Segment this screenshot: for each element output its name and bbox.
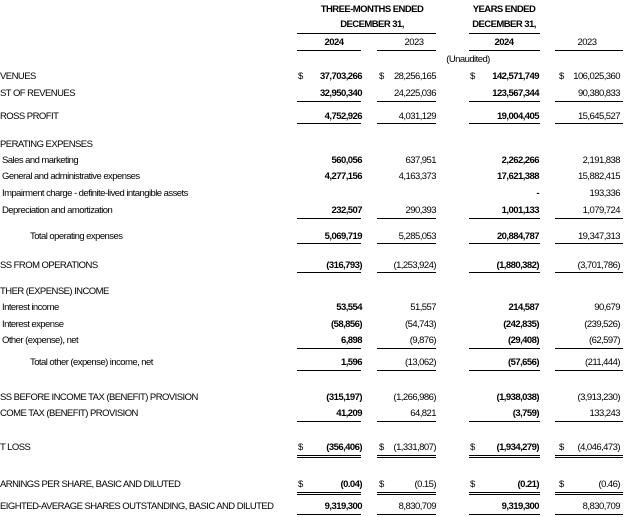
cell-revenues-q2023: 28,256,165 (393, 71, 436, 82)
row-label-loss-before-tax: SS BEFORE INCOME TAX (BENEFIT) PROVISION (0, 392, 198, 403)
rule (555, 101, 623, 102)
rule (555, 494, 623, 495)
rule (469, 348, 540, 349)
cell-gross-q2023: 4,031,129 (398, 111, 436, 122)
row-label-total-other: Total other (expense) income, net (30, 357, 153, 368)
row-label-interest-expense: Interest expense (2, 319, 64, 330)
rule (377, 348, 436, 349)
cell-tot-other-q2023: (13,062) (405, 357, 436, 368)
rule (297, 218, 361, 219)
dollar-sign: $ (379, 479, 384, 490)
cell-sales-q2024: 560,056 (331, 155, 362, 166)
rule (297, 123, 361, 124)
cell-sales-y2024: 2,262,266 (501, 155, 539, 166)
cell-tax-y2024: (3,759) (512, 408, 539, 419)
cell-tot-other-q2024: 1,596 (340, 357, 362, 368)
cell-cost-y2023: 90,380,833 (577, 88, 620, 99)
cell-tot-other-y2023: (211,444) (584, 357, 620, 368)
cell-ii-q2024: 53,554 (336, 302, 362, 313)
cell-eps-y2023: (0.46) (598, 479, 620, 490)
rule (555, 514, 623, 515)
row-label-eps: ARNINGS PER SHARE, BASIC AND DILUTED (0, 479, 181, 490)
rule (297, 455, 361, 456)
rule (297, 272, 361, 273)
cell-impair-y2023: 193,336 (589, 188, 620, 199)
rule (469, 514, 540, 515)
row-label-depreciation: Depreciation and amortization (2, 205, 113, 216)
row-label-weighted-shares: EIGHTED-AVERAGE SHARES OUTSTANDING, BASIC AND DILUTED (0, 501, 274, 512)
rule (469, 421, 540, 422)
rule (297, 514, 361, 515)
cell-ie-y2024: (242,835) (503, 319, 539, 330)
rule (555, 272, 623, 273)
cell-revenues-q2024: 37,703,266 (319, 71, 362, 82)
cell-oe-y2024: (29,408) (508, 335, 539, 346)
rule (555, 243, 623, 244)
cell-gross-q2024: 4,752,926 (324, 111, 362, 122)
cell-nl-y2023: (4,046,473) (577, 442, 620, 453)
rule (555, 123, 623, 124)
rule (377, 494, 436, 495)
rule (297, 101, 361, 102)
cell-shares-q2024: 9,319,300 (324, 501, 362, 512)
dollar-sign: $ (379, 71, 384, 82)
rule (377, 421, 436, 422)
row-label-income-tax: COME TAX (BENEFIT) PROVISION (0, 408, 138, 419)
row-label-total-operating-expenses: Total operating expenses (30, 231, 123, 242)
cell-sales-q2023: 637,951 (405, 155, 436, 166)
rule (469, 455, 540, 456)
header-three-months-line2: DECEMBER 31, (340, 19, 404, 30)
dollar-sign: $ (559, 442, 564, 453)
cell-ii-y2024: 214,587 (508, 302, 539, 313)
cell-oe-q2023: (9,876) (409, 335, 436, 346)
rule (469, 494, 540, 495)
rule (555, 348, 623, 349)
cell-gross-y2023: 15,645,527 (577, 111, 620, 122)
cell-eps-q2023: (0.15) (414, 479, 436, 490)
cell-nl-y2024: (1,934,279) (496, 442, 539, 453)
unaudited-note: (Unaudited) (446, 54, 490, 65)
cell-cost-q2023: 24,225,036 (393, 88, 436, 99)
cell-tax-q2024: 41,209 (336, 408, 362, 419)
section-heading-other-income: THER (EXPENSE) INCOME (0, 286, 109, 297)
row-label-net-loss: T LOSS (0, 442, 31, 453)
cell-lbt-q2023: (1,266,986) (393, 392, 436, 403)
rule (377, 272, 436, 273)
rule (469, 457, 540, 458)
rule (555, 421, 623, 422)
cell-lbt-y2023: (3,913,230) (577, 392, 620, 403)
rule (377, 101, 436, 102)
row-label-loss-from-operations: SS FROM OPERATIONS (0, 260, 98, 271)
row-label-revenues: VENUES (0, 71, 36, 82)
cell-totop-q2023: 5,285,053 (398, 231, 436, 242)
cell-lfo-y2024: (1,880,382) (496, 260, 539, 271)
cell-ii-q2023: 51,557 (410, 302, 436, 313)
cell-oe-y2023: (62,597) (589, 335, 620, 346)
dollar-sign: $ (298, 71, 303, 82)
year-rule-1 (297, 50, 361, 51)
rule (297, 494, 361, 495)
dollar-sign: $ (559, 71, 564, 82)
cell-shares-q2023: 8,830,709 (398, 501, 436, 512)
header-three-months-line1: THREE-MONTHS ENDED (320, 4, 424, 15)
rule (377, 218, 436, 219)
cell-dep-y2024: 1,001,133 (501, 205, 539, 216)
cell-eps-y2024: (0.21) (517, 479, 539, 490)
header-years-line1: YEARS ENDED (472, 4, 536, 15)
cell-lfo-q2024: (316,793) (326, 260, 362, 271)
cell-shares-y2024: 9,319,300 (501, 501, 539, 512)
cell-ga-y2023: 15,882,415 (577, 171, 620, 182)
year-col-3: 2024 (494, 37, 514, 48)
cell-nl-q2023: (1,331,807) (393, 442, 436, 453)
rule (377, 370, 436, 371)
rule (555, 457, 623, 458)
cell-cost-y2024: 123,567,344 (492, 88, 539, 99)
year-rule-3 (469, 50, 540, 51)
rule (469, 123, 540, 124)
dollar-sign: $ (470, 442, 475, 453)
cell-shares-y2023: 8,830,709 (582, 501, 620, 512)
rule (297, 421, 361, 422)
cell-lbt-y2024: (1,938,038) (496, 392, 539, 403)
cell-tot-other-y2024: (57,656) (508, 357, 539, 368)
header-years-line2: DECEMBER 31, (472, 19, 536, 30)
cell-impair-y2024: - (536, 188, 539, 199)
rule (297, 370, 361, 371)
header-years-rule (469, 33, 540, 34)
year-col-2: 2023 (404, 37, 424, 48)
rule (377, 514, 436, 515)
rule (297, 492, 361, 493)
cell-totop-y2024: 20,884,787 (496, 231, 539, 242)
cell-ii-y2023: 90,679 (594, 302, 620, 313)
cell-lfo-q2023: (1,253,924) (393, 260, 436, 271)
cell-dep-q2023: 290,393 (405, 205, 436, 216)
cell-totop-y2023: 19,347,313 (577, 231, 620, 242)
rule (377, 123, 436, 124)
rule (555, 455, 623, 456)
rule (469, 272, 540, 273)
cell-ie-q2024: (58,856) (331, 319, 362, 330)
cell-revenues-y2024: 142,571,749 (492, 71, 539, 82)
cell-dep-q2024: 232,507 (331, 205, 362, 216)
cell-ga-q2024: 4,277,156 (324, 171, 362, 182)
cell-ga-y2024: 17,621,388 (496, 171, 539, 182)
dollar-sign: $ (559, 479, 564, 490)
row-label-sales-marketing: Sales and marketing (2, 155, 79, 166)
rule (469, 492, 540, 493)
cell-gross-y2024: 19,004,405 (496, 111, 539, 122)
cell-revenues-y2023: 106,025,360 (573, 71, 620, 82)
rule (555, 370, 623, 371)
year-rule-2 (377, 50, 436, 51)
dollar-sign: $ (470, 71, 475, 82)
year-col-1: 2024 (324, 37, 344, 48)
cell-oe-q2024: 6,898 (340, 335, 362, 346)
cell-dep-y2023: 1,079,724 (582, 205, 620, 216)
cell-lbt-q2024: (315,197) (326, 392, 362, 403)
rule (469, 370, 540, 371)
cell-lfo-y2023: (3,701,786) (577, 260, 620, 271)
rule (555, 218, 623, 219)
rule (297, 457, 361, 458)
cell-totop-q2024: 5,069,719 (324, 231, 362, 242)
dollar-sign: $ (379, 442, 384, 453)
row-label-other-expense-net: Other (expense), net (2, 335, 79, 346)
dollar-sign: $ (298, 442, 303, 453)
cell-tax-y2023: 133,243 (589, 408, 620, 419)
row-label-interest-income: Interest income (2, 302, 59, 313)
row-label-gross-profit: ROSS PROFIT (0, 111, 59, 122)
rule (297, 348, 361, 349)
rule (555, 492, 623, 493)
row-label-impairment: Impairment charge - definite-lived intangible assets (2, 188, 188, 199)
rule (377, 243, 436, 244)
section-heading-operating-expenses: PERATING EXPENSES (0, 139, 93, 150)
dollar-sign: $ (298, 479, 303, 490)
year-col-4: 2023 (577, 37, 597, 48)
rule (377, 492, 436, 493)
rule (377, 457, 436, 458)
rule (377, 455, 436, 456)
row-label-general-admin: General and administrative expenses (2, 171, 140, 182)
cell-nl-q2024: (356,406) (326, 442, 362, 453)
cell-ga-q2023: 4,163,373 (398, 171, 436, 182)
rule (469, 101, 540, 102)
row-label-cost-of-revenues: ST OF REVENUES (0, 88, 76, 99)
rule (469, 243, 540, 244)
cell-ie-q2023: (54,743) (405, 319, 436, 330)
dollar-sign: $ (470, 479, 475, 490)
cell-eps-q2024: (0.04) (340, 479, 362, 490)
year-rule-4 (555, 50, 623, 51)
cell-cost-q2024: 32,950,340 (319, 88, 362, 99)
cell-tax-q2023: 64,821 (410, 408, 436, 419)
rule (297, 243, 361, 244)
rule (469, 218, 540, 219)
cell-sales-y2023: 2,191,838 (582, 155, 620, 166)
header-three-months-rule (297, 33, 436, 34)
cell-ie-y2023: (239,526) (584, 319, 620, 330)
